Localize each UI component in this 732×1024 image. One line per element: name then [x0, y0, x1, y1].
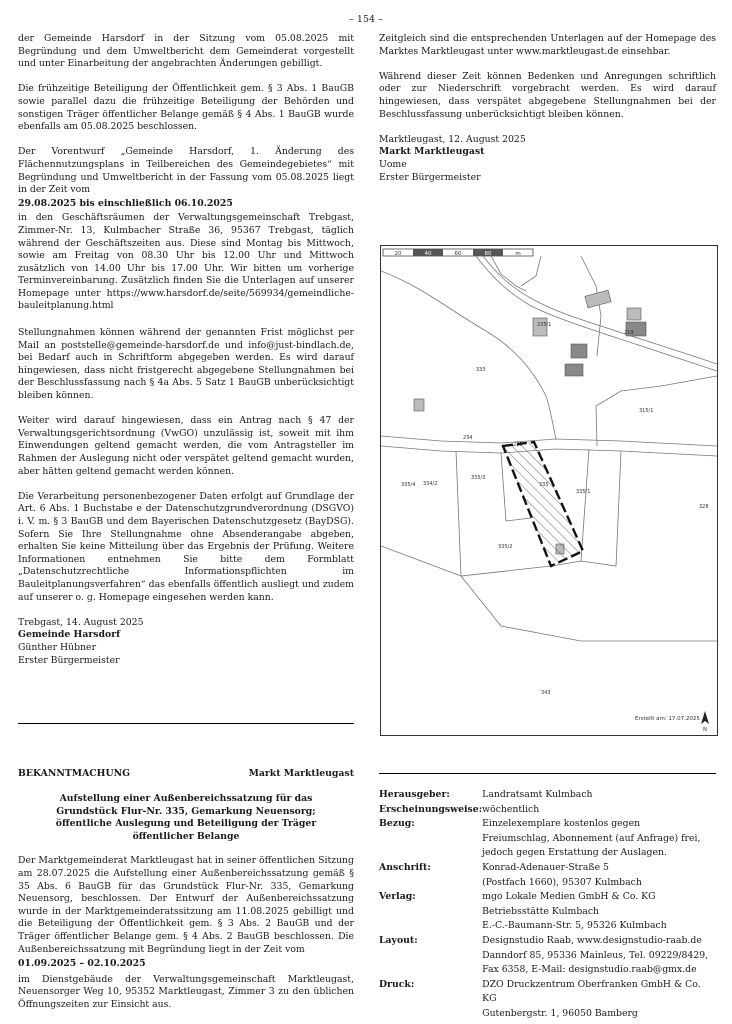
notice-title: Aufstellung einer Außenbereichssatzung für das Grundstück Flur-Nr. 335, Gemarkung Neuensorg; öffentliche Auslegung und Beteiligung der Träger öffentlicher Belange: [55, 793, 317, 842]
imprint-key: Anschrift:: [379, 861, 431, 873]
notice-issuer: Markt Marktleugast: [248, 768, 354, 779]
imprint-value: [482, 817, 716, 861]
imprint-value: [482, 788, 716, 803]
parcel-label: 335/2: [498, 544, 513, 550]
imprint-key: Erscheinungsweise:: [379, 803, 483, 815]
parcel-label: 328: [699, 504, 709, 510]
signoff-name: Uome: [379, 158, 407, 170]
imprint-row: [379, 978, 716, 1022]
notice-label: BEKANNTMACHUNG: [18, 768, 131, 779]
imprint-key: Herausgeber:: [379, 789, 450, 800]
imprint: [379, 788, 716, 1022]
imprint-line: Freiumschlag, Abonnement (auf Anfrage) frei,: [482, 832, 701, 844]
scale-label: 40: [424, 251, 432, 257]
imprint-line: Einzelexemplare kostenlos gegen: [482, 818, 641, 830]
notice-header: [18, 768, 354, 781]
imprint-line: Fax 6358, E-Mail: designstudio.raab@gmx.de: [482, 964, 697, 976]
imprint-value: [482, 890, 716, 934]
parcel-label: 335/3: [471, 475, 486, 481]
notice: [18, 768, 354, 1024]
parcel-label: 233: [513, 442, 523, 448]
imprint-key: Verlag:: [379, 891, 416, 903]
parcel-label: 234: [463, 435, 473, 441]
page-number: – 154 –: [349, 14, 383, 25]
signoff-title: Erster Bürgermeister: [379, 171, 481, 183]
parcel-label: 219: [624, 330, 634, 336]
imprint-row: [379, 803, 716, 818]
signoff-org: Markt Marktleugast: [379, 146, 485, 158]
period-heading: 01.09.2025 – 02.10.2025: [18, 958, 146, 970]
imprint-value: [482, 934, 716, 978]
paragraph: im Dienstgebäude der Verwaltungsgemeinschaft Marktleugast, Neuensorger Weg 10, 95352 Marktleugast, Zimmer 3 zu den üblichen Öffnungszeiten zur Einsicht aus.: [18, 973, 354, 1010]
parcel-label: 235/1: [537, 322, 552, 328]
signoff-place-date: Trebgast, 14. August 2025: [18, 616, 144, 628]
signoff-name: Günther Hübner: [18, 641, 97, 653]
paragraph: Stellungnahmen können während der genannten Frist möglichst per Mail an poststelle@gemeinde-harsdorf.de und info@just-bindlach.de, bei Bedarf auch in Schriftform abgegeben werden. Es wird darauf hingewiesen, dass nicht fristgerecht abgegebene Stellungnahmen bei der Beschlussfassung nach § 4a Abs. 5 Satz 1 BauGB unberücksichtigt bleiben können.: [18, 327, 354, 402]
map-created-date: Erstellt am: 17.07.2025: [635, 716, 700, 722]
imprint-row: [379, 817, 716, 861]
signoff-place-date: Marktleugast, 12. August 2025: [379, 133, 526, 145]
paragraph: Die frühzeitige Beteiligung der Öffentlichkeit gem. § 3 Abs. 1 BauGB sowie parallel dazu die frühzeitige Beteiligung der Behörden und sonstigen Träger öffentlicher Belange gemäß § 4 Abs. 1 BauGB wurde ebenfalls am 05.08.2025 beschlossen.: [18, 83, 354, 133]
imprint-line: Designstudio Raab, www.designstudio-raab.de: [482, 934, 702, 946]
site-map: [380, 245, 718, 736]
imprint-line: Danndorf 85, 95336 Mainleus, Tel. 09229/8429,: [482, 949, 709, 961]
imprint-value: [482, 861, 716, 890]
parcel-label: 333: [476, 367, 486, 373]
paragraph: Die Verarbeitung personenbezogener Daten erfolgt auf Grundlage der Art. 6 Abs. 1 Buchstabe e der Datenschutzgrundverordnung (DSGVO) i. V. m. § 3 BauGB und dem Bayerischen Datenschutzgesetz (BayDSG). Sofern Sie Ihre Stellungnahme ohne Absenderangabe abgeben, erhalten Sie keine Mitteilung über das Ergebnis der Prüfung. Weitere Informationen entnehmen Sie bitte dem Formblatt „Datenschutzrechtliche Informationspflichten im Bauleitplanungsverfahren“ das ebenfalls öffentlich ausliegt und zudem auf unserer o. g. Homepage eingesehen werden kann.: [18, 490, 354, 603]
imprint-line: Betriebsstätte Kulmbach: [482, 905, 600, 917]
paragraph: in den Geschäftsräumen der Verwaltungsgemeinschaft Trebgast, Zimmer-Nr. 13, Kulmbacher Straße 36, 95367 Trebgast, täglich während der Geschäftszeiten aus. Diese sind Montag bis Mittwoch, sowie am Freitag von 08.30 Uhr bis 12.00 Uhr und Mittwoch zusätzlich von 14.00 Uhr bis 17.00 Uhr. Wir bitten um vorherige Terminvereinbarung. Zusätzlich finden Sie die Unterlagen auf unserer Homepage unter https://www.harsdorf.de/seite/569934/gemeindliche-bauleitplanung.html: [18, 212, 354, 312]
imprint-table: [379, 788, 716, 1022]
imprint-line: Gutenbergstr. 1, 96050 Bamberg: [482, 1007, 638, 1019]
paragraph: Weiter wird darauf hingewiesen, dass ein Antrag nach § 47 der Verwaltungsgerichtsordnung (VwGO) unzulässig ist, soweit mit ihm Einwendungen geltend gemacht werden, die vom Antragsteller im Rahmen der Auslegung nicht oder verspätet geltend gemacht wurden, aber hätten geltend gemacht werden können.: [18, 415, 354, 477]
paragraph: der Gemeinde Harsdorf in der Sitzung vom 05.08.2025 mit Begründung und dem Umweltbericht dem Gemeinderat vorgestellt und unter Einarbeitung der angebrachten Änderungen gebilligt.: [18, 33, 354, 70]
imprint-key: Druck:: [379, 978, 415, 990]
paragraph: Der Vorentwurf „Gemeinde Harsdorf, 1. Änderung des Flächennutzungsplans in Teilbereichen des Gemeindegebietes“ mit Begründung und Umweltbericht in der Fassung vom 05.08.2025 liegt in der Zeit vom: [18, 146, 354, 196]
imprint-line: Konrad-Adenauer-Straße 5: [482, 861, 609, 873]
scale-label: 60: [454, 251, 462, 257]
north-label: N: [703, 727, 707, 733]
divider: [379, 773, 716, 774]
scale-label: m: [515, 251, 521, 257]
parcel-label: 335/4: [401, 482, 416, 488]
imprint-row: [379, 934, 716, 978]
imprint-line: wöchentlich: [482, 803, 540, 815]
parcel-label: 343: [541, 690, 551, 696]
paragraph: Zeitgleich sind die entsprechenden Unterlagen auf der Homepage des Marktes Marktleugast unter www.marktleugast.de einsehbar.: [379, 33, 716, 57]
parcel-label: 334/2: [423, 481, 438, 487]
parcel-lines: [381, 256, 717, 641]
imprint-line: Landratsamt Kulmbach: [482, 789, 593, 800]
parcel-label: 315/1: [639, 408, 654, 414]
scale-label: 80: [484, 251, 492, 257]
plan-area: [503, 442, 583, 566]
scale-label: 20: [394, 251, 402, 257]
imprint-row: [379, 861, 716, 890]
site-map-drawing: [381, 246, 717, 735]
parcel-label: 335/1: [576, 489, 591, 495]
imprint-line: E.-C.-Baumann-Str. 5, 95326 Kulmbach: [482, 920, 667, 932]
imprint-line: (Postfach 1660), 95307 Kulmbach: [482, 876, 642, 888]
imprint-line: jedoch gegen Erstattung der Auslagen.: [482, 847, 667, 859]
signoff-org: Gemeinde Harsdorf: [18, 629, 121, 641]
imprint-line: DZO Druckzentrum Oberfranken GmbH & Co. KG: [482, 978, 701, 1005]
imprint-key: Layout:: [379, 934, 418, 946]
period-heading: 29.08.2025 bis einschließlich 06.10.2025: [18, 197, 233, 209]
imprint-row: [379, 788, 716, 803]
scale-bar: [383, 249, 533, 257]
imprint-value: [482, 978, 716, 1022]
imprint-key: Bezug:: [379, 818, 415, 830]
divider: [18, 723, 354, 724]
left-column: [18, 33, 354, 667]
north-arrow-icon: [701, 711, 709, 733]
signoff-title: Erster Bürgermeister: [18, 654, 120, 666]
paragraph: Der Marktgemeinderat Marktleugast hat in seiner öffentlichen Sitzung am 28.07.2025 die Aufstellung einer Außenbereichssatzung gemäß § 35 Abs. 6 BauGB für das Grundstück Flur-Nr. 335, Gemarkung Neuensorg, beschlossen. Der Entwurf der Außenbereichssatzung wurde in der Marktgemeinderatssitzung am 11.08.2025 gebilligt und die Beteiligung der Öffentlichkeit gem. § 3 Abs. 2 BauGB und der Träger öffentlicher Belange gem. § 4 Abs. 2 BauGB beschlossen. Die Außenbereichssatzung mit Begründung liegt in der Zeit vom: [18, 855, 354, 955]
imprint-row: [379, 890, 716, 934]
paragraph: Während dieser Zeit können Bedenken und Anregungen schriftlich oder zur Niederschrift vorgebracht werden. Es wird darauf hingewiesen, dass verspätet abgegebene Stellungnahmen bei der Beschlussfassung unberücksichtigt bleiben können.: [379, 70, 716, 120]
parcel-label: 335: [539, 482, 549, 488]
imprint-line: mgo Lokale Medien GmbH & Co. KG: [482, 891, 656, 903]
right-column: [379, 33, 716, 184]
imprint-value: [482, 803, 716, 818]
